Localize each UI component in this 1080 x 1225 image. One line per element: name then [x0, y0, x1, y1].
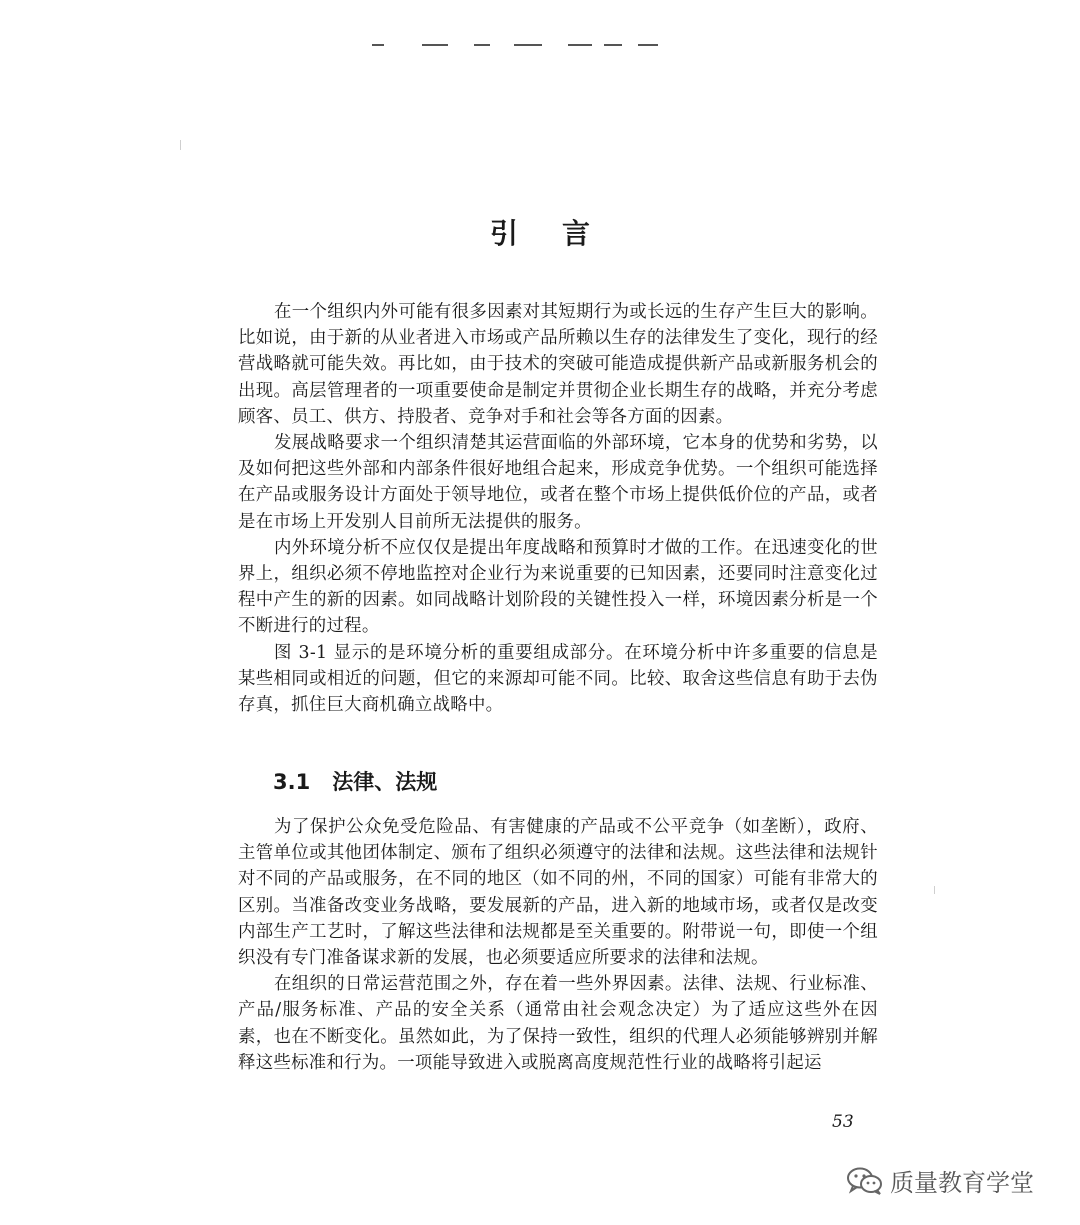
intro-text	[238, 299, 878, 718]
wechat-icon	[846, 1166, 884, 1196]
watermark-text: 质量教育学堂	[890, 1169, 1034, 1197]
scan-mark	[934, 886, 935, 894]
section-heading	[273, 766, 437, 796]
scan-mark	[180, 140, 181, 150]
paragraph: 图 3-1 显示的是环境分析的重要组成部分。在环境分析中许多重要的信息是某些相同或相近的问题，但它的来源却可能不同。比较、取舍这些信息有助于去伪存真，抓住巨大商机确立战略中。	[238, 642, 878, 716]
paragraph: 发展战略要求一个组织清楚其运营面临的外部环境，它本身的优势和劣势，以及如何把这些外部和内部条件很好地组合起来，形成竞争优势。一个组织可能选择在产品或服务设计方面处于领导地位，或者在整个市场上提供低价位的产品，或者是在市场上开发别人目前所无法提供的服务。	[238, 433, 878, 532]
page-number: 53	[832, 1112, 854, 1132]
section-title: 法律、法规	[332, 770, 438, 794]
paragraph: 在组织的日常运营范围之外，存在着一些外界因素。法律、法规、行业标准、产品/服务标准、产品的安全关系（通常由社会观念决定）为了适应这些外在因素，也在不断变化。虽然如此，为了保持一致性，组织的代理人必须能够辨别并解释这些标准和行为。一项能导致进入或脱离高度规范性行业的战略将引起运	[238, 974, 878, 1073]
paragraph: 为了保护公众免受危险品、有害健康的产品或不公平竞争（如垄断），政府、主管单位或其他团体制定、颁布了组织必须遵守的法律和法规。这些法律和法规针对不同的产品或服务，在不同的地区（如不同的州，不同的国家）可能有非常大的区别。当准备改变业务战略，要发展新的产品，进入新的地域市场，或者仅是改变内部生产工艺时，了解这些法律和法规都是至关重要的。附带说一句，即使一个组织没有专门准备谋求新的发展，也必须要适应所要求的法律和法规。	[238, 817, 878, 969]
section-text	[238, 814, 878, 1076]
paragraph: 内外环境分析不应仅仅是提出年度战略和预算时才做的工作。在迅速变化的世界上，组织必须不停地监控对企业行为来说重要的已知因素，还要同时注意变化过程中产生的新的因素。如同战略计划阶段的关键性投入一样，环境因素分析是一个不断进行的过程。	[238, 537, 878, 637]
section-number: 3.1	[273, 770, 311, 794]
paragraph: 在一个组织内外可能有很多因素对其短期行为或长远的生存产生巨大的影响。比如说，由于新的从业者进入市场或产品所赖以生存的法律发生了变化，现行的经营战略就可能失效。再比如，由于技术的突破可能造成提供新产品或新服务机会的出现。高层管理者的一项重要使命是制定并贯彻企业长期生存的战略，并充分考虑顾客、员工、供方、持股者、竞争对手和社会等各方面的因素。	[238, 302, 878, 427]
page-title: 引言	[489, 217, 634, 250]
watermark	[846, 1163, 1034, 1198]
header-rule-marks	[372, 40, 662, 50]
